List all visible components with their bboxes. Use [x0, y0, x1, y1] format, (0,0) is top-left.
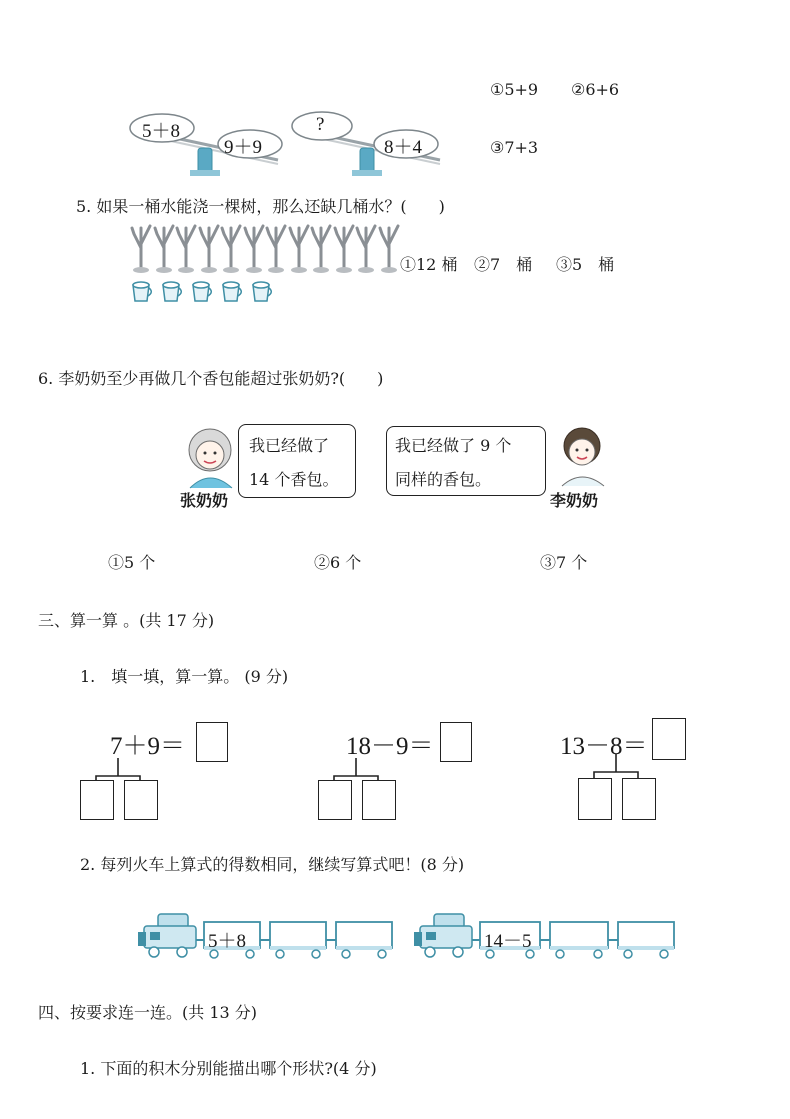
bucket-row — [130, 279, 280, 305]
tree-icon — [310, 226, 332, 272]
scale1-left-expr: 5＋8 — [142, 121, 181, 142]
tree-icon — [198, 226, 220, 272]
name-li: 李奶奶 — [550, 491, 599, 510]
q4-option-c: ③7+3 — [490, 138, 539, 157]
speech-bubble-li — [386, 426, 546, 496]
answer-box-1[interactable] — [196, 722, 228, 762]
tree-icon — [333, 226, 355, 272]
scale1-right-expr: 9＋9 — [224, 137, 263, 158]
name-zhang: 张奶奶 — [180, 491, 229, 510]
tree-icon — [378, 226, 400, 272]
train1-expr: 5＋8 — [208, 931, 247, 952]
bubble-li-line1: 我已经做了 9 个 — [395, 436, 512, 455]
speech-bubble-zhang — [238, 424, 356, 498]
s3-q1-text: 1. 填一填，算一算。 (9 分) — [80, 667, 289, 686]
bucket-icon — [160, 279, 182, 303]
q5-option-a: ①12 桶 — [400, 255, 458, 274]
equation-2: 18－9＝ — [346, 733, 434, 760]
scale2-right-expr: 8＋4 — [384, 137, 423, 158]
split-box-3a[interactable] — [578, 778, 612, 820]
section4-heading: 四、按要求连一连。(共 13 分) — [38, 1003, 258, 1022]
bubble-li-line2: 同样的香包。 — [395, 470, 492, 489]
tree-row — [130, 226, 400, 272]
tree-icon — [243, 226, 265, 272]
q6-option-a: ①5 个 — [108, 553, 156, 572]
scale2-left-expr: ? — [316, 114, 325, 135]
s4-q1-text: 1. 下面的积木分别能描出哪个形状?(4 分) — [80, 1059, 377, 1078]
bucket-icon — [220, 279, 242, 303]
bucket-icon — [190, 279, 212, 303]
equation-1: 7＋9＝ — [110, 733, 186, 760]
tree-icon — [355, 226, 377, 272]
tree-icon — [288, 226, 310, 272]
train2-expr: 14－5 — [484, 931, 532, 952]
q5-text: 5. 如果一桶水能浇一棵树，那么还缺几桶水？( ) — [76, 197, 445, 216]
q5-option-b: ②7 桶 — [474, 255, 533, 274]
split-box-1a[interactable] — [80, 780, 114, 820]
bucket-icon — [130, 279, 152, 303]
split-box-2b[interactable] — [362, 780, 396, 820]
q6-text: 6. 李奶奶至少再做几个香包能超过张奶奶?( ) — [38, 369, 384, 388]
split-box-3b[interactable] — [622, 778, 656, 820]
q4-option-b: ②6+6 — [571, 80, 620, 99]
equation-3: 13－8＝ — [560, 733, 648, 760]
q4-option-a: ①5+9 — [490, 80, 539, 99]
tree-icon — [265, 226, 287, 272]
section3-heading: 三、算一算 。(共 17 分) — [38, 611, 215, 630]
q6-option-c: ③7 个 — [540, 553, 588, 572]
s3-q2-text: 2. 每列火车上算式的得数相同，继续写算式吧！(8 分) — [80, 855, 465, 874]
tree-icon — [175, 226, 197, 272]
q6-option-b: ②6 个 — [314, 553, 362, 572]
bubble-zhang-line1: 我已经做了 — [249, 436, 330, 455]
answer-box-2[interactable] — [440, 722, 472, 762]
tree-icon — [153, 226, 175, 272]
tree-icon — [130, 226, 152, 272]
split-box-1b[interactable] — [124, 780, 158, 820]
q5-option-c: ③5 桶 — [556, 255, 615, 274]
tree-icon — [220, 226, 242, 272]
bucket-icon — [250, 279, 272, 303]
bubble-zhang-line2: 14 个香包。 — [249, 470, 339, 489]
split-box-2a[interactable] — [318, 780, 352, 820]
